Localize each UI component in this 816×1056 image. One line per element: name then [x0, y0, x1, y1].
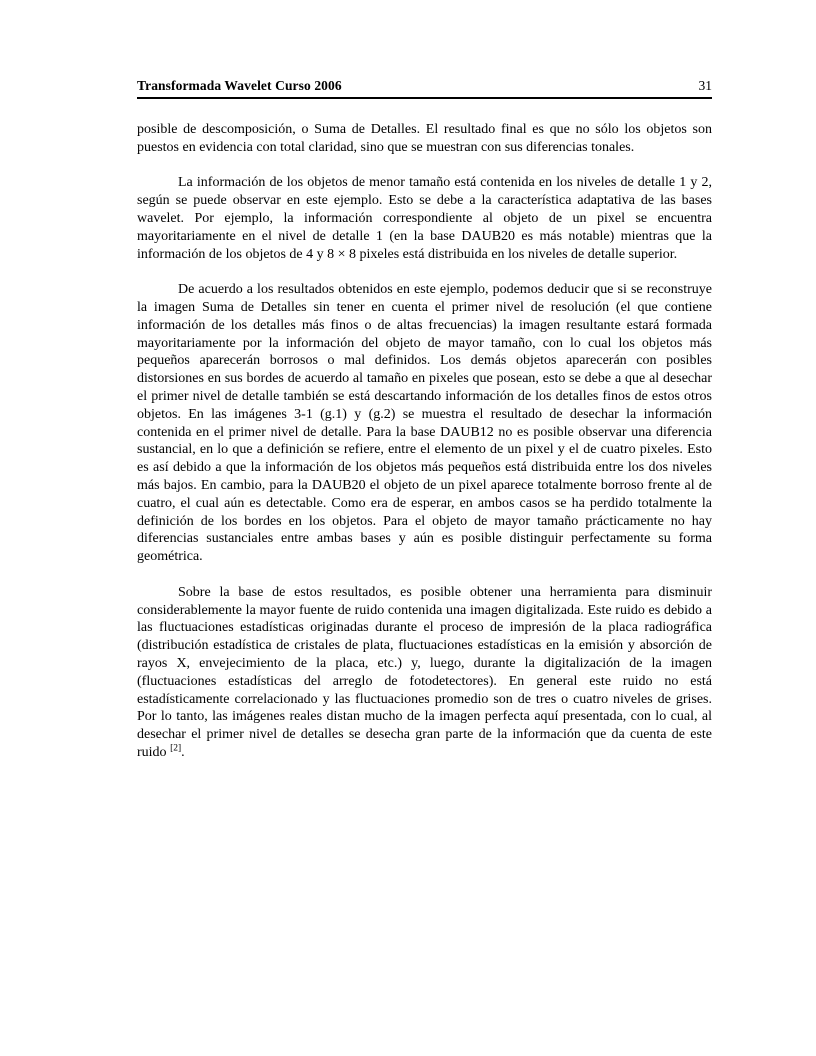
paragraph-3: De acuerdo a los resultados obtenidos en este ejemplo, podemos deducir que si se reconstruye la imagen Suma de Detalles sin tener en cuenta el primer nivel de resolución (el que contiene información de los detalles más finos o de altas frecuencias) la imagen resultante estará formada mayoritariamente por la información del objeto de mayor tamaño, con lo cual los objetos más pequeños aparecerán borrosos o mal definidos. Los demás objetos aparecerán con posibles distorsiones en sus bordes de acuerdo al tamaño en pixeles que posean, esto se debe a que al desechar el primer nivel de detalle también se está descartando información de los detalles finos de estos otros objetos. En las imágenes 3-1 (g.1) y (g.2) se muestra el resultado de desechar la información contenida en el primer nivel de detalle. Para la base DAUB12 no es posible observar una diferencia sustancial, en lo que a definición se refiere, entre el elemento de un pixel y el de cuatro pixeles. Esto es así debido a que la información de los objetos más pequeños está distribuida entre los dos niveles más bajos. En cambio, para la DAUB20 el objeto de un pixel aparece totalmente borroso frente al de cuatro, el cual aún es detectable. Como era de esperar, en ambos casos se ha perdido totalmente la definición de los bordes en los objetos. Para el objeto de mayor tamaño prácticamente no hay diferencias sustanciales entre ambas bases y aún es posible distinguir perfectamente su forma geométrica.	[137, 282, 712, 565]
paragraph-2: La información de los objetos de menor tamaño está contenida en los niveles de detalle 1 y 2, según se puede observar en este ejemplo. Esto se debe a la característica adaptativa de las bases wavelet. Por ejemplo, la información correspondiente al objeto de un pixel se encuentra mayoritariamente en el nivel de detalle 1 (en la base DAUB20 es más notable) mientras que la información de los objetos de 4 y 8 × 8 pixeles está distribuida en los niveles de detalle superior.	[137, 175, 712, 262]
paragraph-1: posible de descomposición, o Suma de Detalles. El resultado final es que no sólo los objetos son puestos en evidencia con total claridad, sino que se muestran con sus diferencias tonales.	[137, 122, 712, 155]
page-header	[137, 78, 712, 99]
paragraph-4	[137, 584, 712, 762]
running-title: Transformada Wavelet Curso 2006	[137, 78, 342, 93]
paragraph-4-text: Sobre la base de estos resultados, es posible obtener una herramienta para disminuir considerablemente la mayor fuente de ruido contenida una imagen digitalizada. Este ruido es debido a las fluctuaciones estadísticas originadas durante el proceso de impresión de la placa radiográfica (distribución estadística de cristales de plata, fluctuaciones estadísticas en la emisión y absorción de rayos X, envejecimiento de la placa, etc.) y, luego, durante la digitalización de la imagen (fluctuaciones estadísticas del arreglo de fotodetectores). En general este ruido no está estadísticamente correlacionado y las fluctuaciones promedio son de tres o cuatro niveles de grises. Por lo tanto, las imágenes reales distan mucho de la imagen perfecta aquí presentada, con lo cual, al desechar el primer nivel de detalles se desecha gran parte de la información que da cuenta de este ruido	[137, 584, 712, 760]
page-number: 31	[698, 78, 712, 93]
document-body	[137, 121, 712, 779]
citation-ref: [2]	[170, 743, 182, 754]
paragraph-4-period: .	[181, 744, 185, 760]
